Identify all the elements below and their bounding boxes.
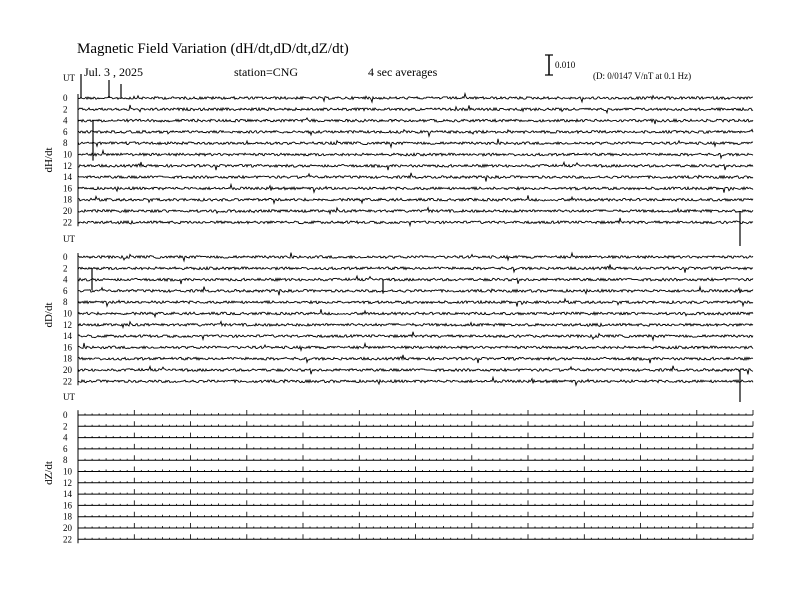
row-label: 10 [63, 466, 72, 477]
trace-line [78, 94, 753, 103]
row-label: 6 [63, 126, 68, 137]
hour-ticks [78, 512, 753, 517]
row-label: 2 [63, 421, 68, 432]
trace-line [78, 218, 753, 226]
component-label: dZ/dt [43, 461, 55, 485]
calibration-note: (D: 0/0147 V/nT at 0.1 Hz) [593, 71, 692, 81]
row-label: 10 [63, 149, 72, 160]
row-label: 20 [63, 206, 72, 216]
row-label: 22 [63, 217, 72, 228]
hour-ticks [78, 410, 753, 415]
hour-ticks [78, 523, 753, 528]
row-label: 18 [63, 511, 72, 522]
ut-label: UT [63, 234, 75, 244]
trace-line [78, 118, 753, 124]
trace-line [78, 105, 753, 113]
hour-ticks [78, 467, 753, 472]
date-label: Jul. 3 , 2025 [84, 65, 144, 79]
panel-1 [43, 234, 753, 402]
row-label: 2 [63, 263, 68, 274]
chart-title: Magnetic Field Variation (dH/dt,dD/dt,dZ/dt) [77, 41, 349, 57]
row-label: 18 [63, 194, 72, 205]
trace-line [78, 322, 753, 328]
component-label: dD/dt [43, 302, 55, 328]
row-label: 20 [63, 365, 72, 375]
hour-ticks [78, 444, 753, 449]
panel-2 [43, 392, 753, 544]
hour-ticks [78, 433, 753, 438]
hour-ticks [78, 489, 753, 494]
row-label: 22 [63, 376, 72, 387]
trace-line [78, 208, 753, 214]
trace-line [78, 195, 753, 203]
trace-line [78, 173, 753, 182]
hour-ticks [78, 500, 753, 505]
trace-line [78, 130, 753, 137]
hour-ticks [78, 534, 753, 539]
scale-bar-label: 0.010 [555, 60, 576, 70]
row-label: 22 [63, 534, 72, 545]
component-label: dH/dt [43, 147, 55, 173]
trace-line [78, 299, 753, 307]
row-label: 14 [63, 489, 72, 500]
hour-ticks [78, 455, 753, 460]
trace-line [78, 139, 753, 147]
row-label: 8 [63, 455, 68, 466]
trace-line [78, 366, 753, 375]
hour-ticks [78, 478, 753, 483]
row-label: 14 [63, 331, 72, 342]
averaging-label: 4 sec averages [368, 65, 438, 79]
ut-label: UT [63, 73, 75, 83]
row-label: 16 [63, 500, 72, 511]
row-label: 8 [63, 297, 68, 308]
row-label: 6 [63, 443, 68, 454]
row-label: 14 [63, 172, 72, 183]
row-label: 0 [63, 252, 68, 262]
trace-line [78, 265, 753, 273]
row-label: 4 [63, 432, 68, 443]
scale-bar [545, 55, 553, 75]
trace-line [78, 309, 753, 317]
row-label: 0 [63, 410, 68, 420]
trace-line [78, 287, 753, 296]
trace-line [78, 343, 753, 350]
ut-label: UT [63, 392, 75, 402]
row-label: 4 [63, 115, 68, 126]
row-label: 10 [63, 308, 72, 319]
trace-line [78, 151, 753, 159]
row-label: 12 [63, 319, 72, 330]
row-label: 16 [63, 183, 72, 194]
trace-line [78, 355, 753, 363]
row-label: 12 [63, 477, 72, 488]
row-label: 16 [63, 342, 72, 353]
row-label: 6 [63, 285, 68, 296]
row-label: 4 [63, 274, 68, 285]
station-label: station=CNG [234, 65, 299, 79]
trace-line [78, 332, 753, 340]
row-label: 0 [63, 93, 68, 103]
row-label: 18 [63, 353, 72, 364]
row-label: 12 [63, 160, 72, 171]
trace-line [78, 377, 753, 385]
row-label: 8 [63, 138, 68, 149]
row-label: 20 [63, 523, 72, 533]
trace-line [78, 185, 753, 193]
panel-0 [43, 73, 753, 246]
trace-line [78, 162, 753, 170]
hour-ticks [78, 421, 753, 426]
trace-line [78, 253, 753, 261]
row-label: 2 [63, 104, 68, 115]
trace-line [78, 276, 753, 284]
